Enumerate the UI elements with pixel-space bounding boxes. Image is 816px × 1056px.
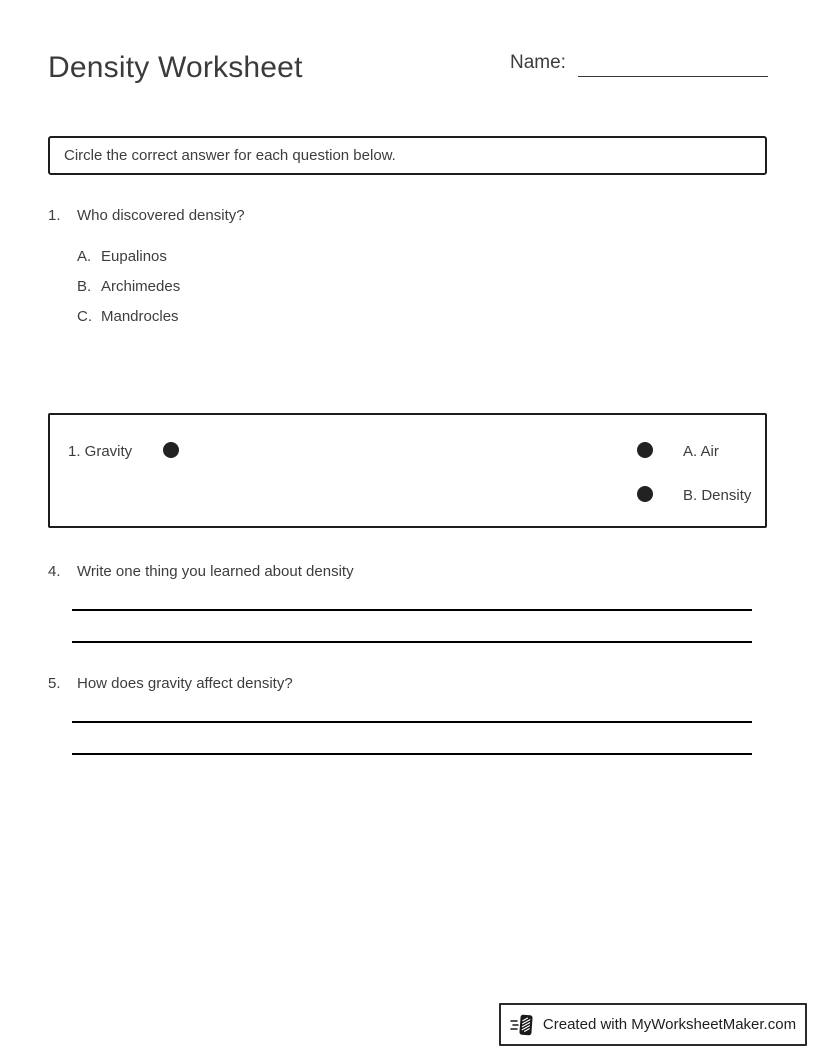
matching-right-dot-a[interactable] — [637, 442, 653, 458]
option-a-letter: A. — [77, 248, 92, 265]
matching-right-item-b-label: B. Density — [683, 487, 752, 504]
credit-text: Created with MyWorksheetMaker.com — [542, 1016, 797, 1033]
question-5-number: 5. — [48, 675, 61, 692]
instructions-text: Circle the correct answer for each question below. — [64, 147, 396, 164]
question-1-option-b[interactable] — [77, 277, 180, 297]
option-b-letter: B. — [77, 278, 92, 295]
matching-left-item-label: 1. Gravity — [68, 443, 133, 460]
instructions-box — [48, 136, 767, 175]
option-b-text: Archimedes — [101, 278, 181, 295]
option-a-text: Eupalinos — [101, 248, 167, 265]
question-1-number: 1. — [48, 207, 61, 224]
question-4-answer-line-1[interactable] — [72, 609, 752, 611]
question-1-option-a[interactable] — [77, 247, 167, 267]
page-title: Density Worksheet — [48, 51, 303, 84]
question-1 — [48, 206, 245, 226]
option-c-text: Mandrocles — [101, 308, 179, 325]
matching-right-item-a-label: A. Air — [683, 443, 719, 460]
name-blank-line[interactable] — [578, 76, 768, 77]
option-c-letter: C. — [77, 308, 92, 325]
question-4-number: 4. — [48, 563, 61, 580]
matching-left-dot[interactable] — [163, 442, 179, 458]
question-5-text: How does gravity affect density? — [77, 675, 293, 692]
matching-right-dot-b[interactable] — [637, 486, 653, 502]
question-4-text: Write one thing you learned about density — [77, 563, 354, 580]
question-4-answer-line-2[interactable] — [72, 641, 752, 643]
question-5 — [48, 674, 293, 694]
question-5-answer-line-1[interactable] — [72, 721, 752, 723]
credit-badge[interactable] — [499, 1003, 807, 1046]
question-4 — [48, 562, 354, 582]
question-1-text: Who discovered density? — [77, 207, 245, 224]
question-1-option-c[interactable] — [77, 307, 179, 327]
worksheet-maker-logo-icon — [510, 1012, 536, 1038]
matching-section-box — [48, 413, 767, 528]
name-field — [510, 52, 566, 74]
question-5-answer-line-2[interactable] — [72, 753, 752, 755]
name-label: Name: — [510, 52, 566, 73]
